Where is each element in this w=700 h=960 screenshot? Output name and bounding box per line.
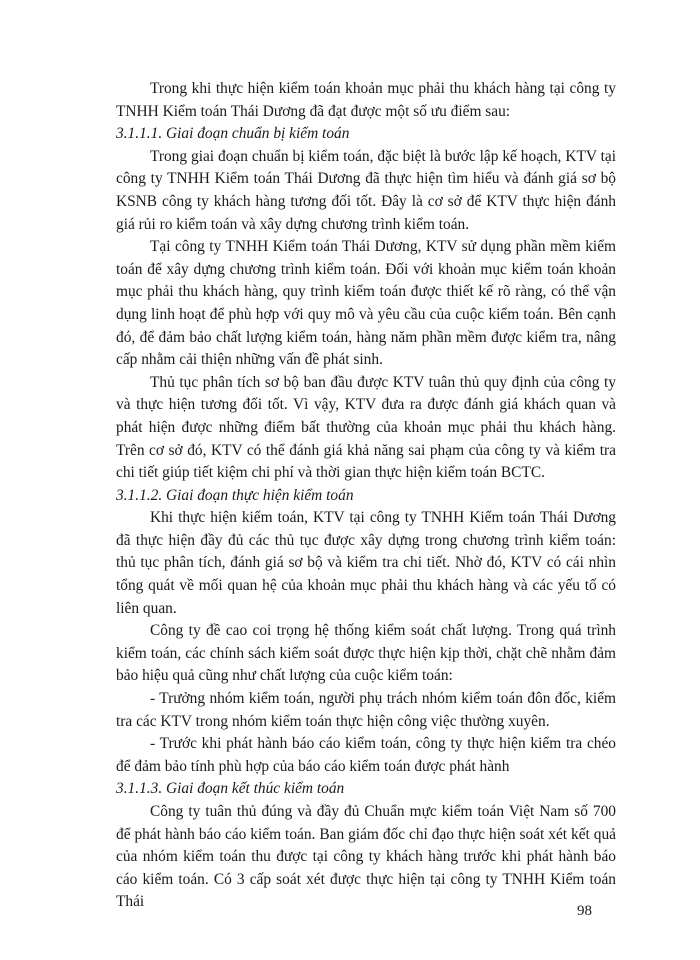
paragraph-analytical-procedures: Thủ tục phân tích sơ bộ ban đầu được KTV tuân thủ quy định của công ty và thực hiện tương đối tốt. Vì vậy, KTV đưa ra được đánh giá khách quan và phát hiện được những điểm bất thường của khoản mục phải thu khách hàng. Trên cơ sở đó, KTV có thể đánh giá khả năng sai phạm của công ty và kiểm tra chi tiết giúp tiết kiệm chi phí và thời gian thực hiện kiểm toán BCTC. — [116, 373, 616, 482]
bullet-team-leader: - Trưởng nhóm kiểm toán, người phụ trách nhóm kiểm toán đôn đốc, kiểm tra các KTV trong nhóm kiểm toán thực hiện công việc thường xuyên. — [116, 690, 616, 730]
page-number: 98 — [577, 903, 592, 919]
paragraph-audit-software: Tại công ty TNHH Kiểm toán Thái Dương, KTV sử dụng phần mềm kiểm toán để xây dựng chương trình kiểm toán. Đối với khoản mục kiểm toán khoản mục phải thu khách hàng, quy trình kiểm toán được thiết kế rõ ràng, có thể vận dụng linh hoạt để phù hợp với quy mô và yêu cầu của cuộc kiểm toán. Bên cạnh đó, để đảm bảo chất lượng kiểm toán, hàng năm phần mềm được kiểm tra, nâng cấp nhằm cải thiện những vấn đề phát sinh. — [116, 238, 616, 369]
section-heading-3-1-1-1: 3.1.1.1. Giai đoạn chuẩn bị kiểm toán — [116, 125, 350, 143]
section-heading-3-1-1-3: 3.1.1.3. Giai đoạn kết thúc kiểm toán — [116, 780, 345, 798]
paragraph-quality-control: Công ty đề cao coi trọng hệ thống kiểm soát chất lượng. Trong quá trình kiểm toán, các chính sách kiểm soát được thực hiện kịp thời, chặt chẽ nhằm đảm bảo hiệu quả cũng như chất lượng của cuộc kiểm toán: — [116, 622, 616, 685]
paragraph-completion: Công ty tuân thủ đúng và đầy đủ Chuẩn mực kiểm toán Việt Nam số 700 để phát hành báo cáo kiểm toán. Ban giám đốc chỉ đạo thực hiện soát xét kết quả của nhóm kiểm toán thu được tại công ty khách hàng trước khi phát hành báo cáo kiểm toán. Có 3 cấp soát xét được thực hiện tại công ty TNHH Kiểm toán Thái — [116, 803, 616, 911]
paragraph-execution: Khi thực hiện kiểm toán, KTV tại công ty TNHH Kiểm toán Thái Dương đã thực hiện đầy đủ các thủ tục được xây dựng trong chương trình kiểm toán: thủ tục phân tích, đánh giá sơ bộ và kiểm tra chi tiết. Nhờ đó, KTV có cái nhìn tổng quát về mối quan hệ của khoản mục phải thu khách hàng và các yếu tố có liên quan. — [116, 509, 616, 617]
section-heading-3-1-1-2: 3.1.1.2. Giai đoạn thực hiện kiểm toán — [116, 486, 354, 504]
bullet-cross-check: - Trước khi phát hành báo cáo kiểm toán, công ty thực hiện kiểm tra chéo để đảm bảo tính phù hợp của báo cáo kiểm toán được phát hành — [116, 735, 616, 775]
page-content — [116, 78, 616, 914]
paragraph-intro: Trong khi thực hiện kiểm toán khoản mục phải thu khách hàng tại công ty TNHH Kiểm toán Thái Dương đã đạt được một số ưu điểm sau: — [116, 80, 616, 120]
paragraph-planning: Trong giai đoạn chuẩn bị kiểm toán, đặc biệt là bước lập kế hoạch, KTV tại công ty TNHH Kiểm toán Thái Dương đã thực hiện tìm hiểu và đánh giá sơ bộ KSNB công ty khách hàng tương đối tốt. Đây là cơ sở để KTV thực hiện đánh giá rủi ro kiểm toán và xây dựng chương trình kiểm toán. — [116, 147, 616, 233]
